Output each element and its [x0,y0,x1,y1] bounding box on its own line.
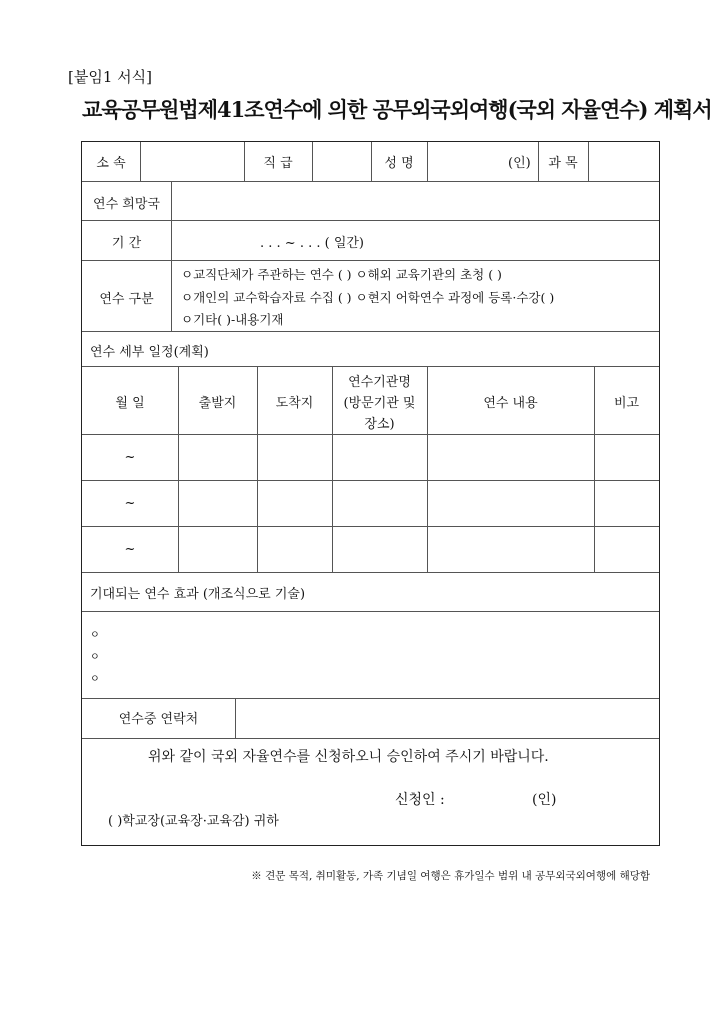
applicant-label: 신청인 : [395,792,445,808]
schedule-section-label: 연수 세부 일정(계획) [90,345,209,360]
desired-country-label: 연수 희망국 [93,197,160,212]
schedule-header-content: 연수 내용 [483,396,538,411]
rank-field[interactable] [314,152,369,172]
name-label: 성 명 [384,156,414,171]
subject-field[interactable] [590,152,658,172]
applicant-seal: (인) [532,792,557,808]
document-title: 교육공무원법제41조연수에 의한 공무외국외여행(국외 자율연수) 계획서 [82,97,712,122]
addressee: ( )학교장(교육장·교육감) 귀하 [108,814,279,829]
desired-country-field[interactable] [174,191,658,211]
rank-label: 직 급 [263,156,293,171]
schedule-header-institution-line-2: (방문기관 및 [343,396,416,411]
schedule-header-date: 월 일 [115,396,145,411]
schedule-header-note: 비고 [613,396,640,411]
name-seal-label: (인) [508,156,531,171]
effects-bullet[interactable]: ㅇ [90,630,100,641]
affiliation-field[interactable] [142,152,242,172]
contact-label: 연수중 연락처 [118,712,199,727]
contact-field[interactable] [238,708,658,728]
training-type-option-line-1[interactable]: ㅇ교직단체가 주관하는 연수 ( ) ㅇ해외 교육기관의 초청 ( ) [181,267,502,282]
schedule-header-departure: 출발지 [198,396,237,411]
effects-bullet[interactable]: ㅇ [90,652,100,663]
name-field[interactable] [429,152,509,172]
period-label: 기 간 [111,236,142,251]
schedule-row-date[interactable]: ~ [124,450,136,465]
affiliation-label: 소 속 [96,156,126,171]
period-field[interactable]: . . . ~ . . . ( 일간) [260,236,365,251]
schedule-header-institution-line-3: 장소) [364,417,395,432]
training-type-label: 연수 구분 [99,292,154,307]
schedule-header-arrival: 도착지 [275,396,314,411]
schedule-row-date[interactable]: ~ [124,542,136,557]
schedule-row-date[interactable]: ~ [124,496,136,511]
request-text: 위와 같이 국외 자율연수를 신청하오니 승인하여 주시기 바랍니다. [148,749,549,765]
effects-bullet[interactable]: ㅇ [90,674,100,685]
training-type-option-line-3[interactable]: ㅇ기타( )-내용기재 [181,312,284,327]
footnote: ※ 견문 목적, 취미활동, 가족 기념일 여행은 휴가일수 범위 내 공무외국외여행에 해당함 [251,870,650,882]
attachment-label: [붙임1 서식] [68,68,152,86]
training-type-option-line-2[interactable]: ㅇ개인의 교수학습자료 수집 ( ) ㅇ현지 어학연수 과정에 등록·수강( ) [181,290,555,305]
schedule-header-institution-line-1: 연수기관명 [348,375,411,390]
subject-label: 과 목 [548,156,578,171]
expected-effects-label: 기대되는 연수 효과 (개조식으로 기술) [90,587,306,602]
plan-form [81,141,660,846]
